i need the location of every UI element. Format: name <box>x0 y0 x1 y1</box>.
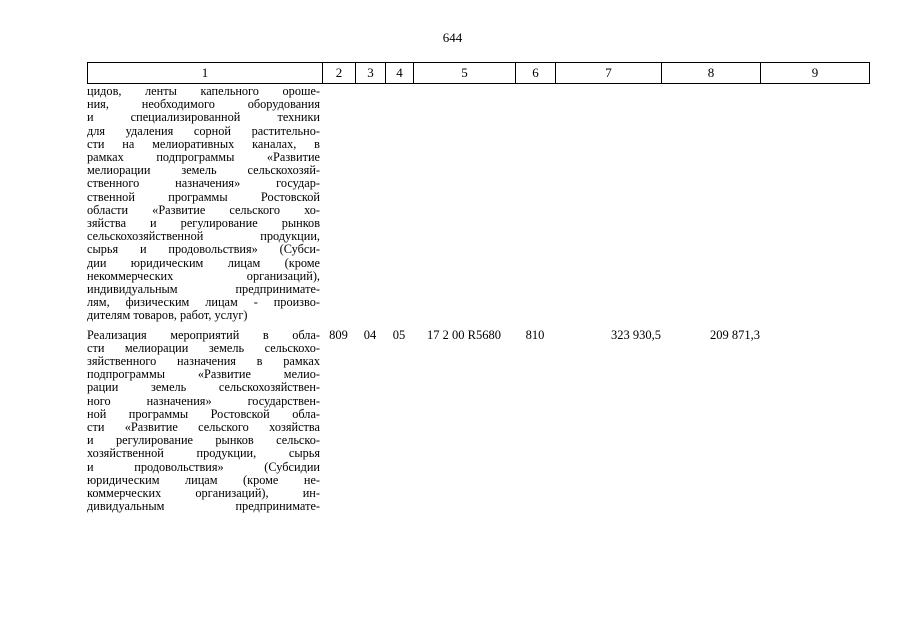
description-line: дителям товаров, работ, услуг) <box>87 309 248 323</box>
table-row <box>87 329 869 514</box>
column-header-2: 2 <box>323 63 356 84</box>
description-line: рамках подпрограммы «Развитие <box>87 151 320 165</box>
cell-col-6: 810 <box>525 327 545 342</box>
column-header-5: 5 <box>414 63 516 84</box>
cell-col-2: 809 <box>329 327 348 342</box>
description-line: хозяйственной продукции, сырья <box>87 447 320 461</box>
description-line: сырья и продовольствия» (Субси- <box>87 243 320 257</box>
column-number-header <box>87 62 870 84</box>
description-line: зяйства и регулирование рынков <box>87 217 320 231</box>
cell-col-8: 209 871,3 <box>710 327 760 342</box>
description-line: сти на мелиоративных каналах, в <box>87 137 320 151</box>
column-header-8: 8 <box>662 63 761 84</box>
description-line: Реализация мероприятий в обла- <box>87 328 320 342</box>
description-line: лям, физическим лицам - произво- <box>87 296 320 310</box>
cell-col-7: 323 930,5 <box>611 327 661 342</box>
description-line: дии юридическим лицам (кроме <box>87 256 320 270</box>
row-description <box>87 329 320 514</box>
description-line: ного назначения» государствен- <box>87 394 320 408</box>
description-line: области «Развитие сельского хо- <box>87 203 320 217</box>
cell-col-5: 17 2 00 R5680 <box>427 327 501 342</box>
description-line: ной программы Ростовской обла- <box>87 407 320 421</box>
description-line: сти «Развитие сельского хозяйства <box>87 421 320 435</box>
description-line: дивидуальным предпринимате- <box>87 500 320 514</box>
page-number: 644 <box>442 30 463 45</box>
description-line: цидов, ленты капельного ороше- <box>87 85 320 98</box>
description-line: и продовольствия» (Субсидии <box>87 460 320 474</box>
description-line: и специализированной техники <box>87 111 320 125</box>
description-line: некоммерческих организаций), <box>87 269 320 283</box>
description-line: и регулирование рынков сельско- <box>87 434 320 448</box>
description-line: подпрограммы «Развитие мелио- <box>87 368 320 382</box>
description-line: сельскохозяйственной продукции, <box>87 230 320 244</box>
column-header-4: 4 <box>386 63 414 84</box>
description-line: для удаления сорной растительно- <box>87 124 320 138</box>
cell-col-3: 04 <box>363 327 377 342</box>
column-header-7: 7 <box>556 63 662 84</box>
table-row <box>87 85 869 323</box>
description-line: индивидуальным предпринимате- <box>87 283 320 297</box>
column-header-6: 6 <box>516 63 556 84</box>
description-line: ственного назначения» государ- <box>87 177 320 191</box>
row-description <box>87 85 320 323</box>
description-line: ственной программы Ростовской <box>87 190 320 204</box>
description-line: ния, необходимого оборудования <box>87 98 320 112</box>
column-header-1: 1 <box>88 63 323 84</box>
cell-col-4: 05 <box>392 327 406 342</box>
description-line: сти мелиорации земель сельскохо- <box>87 341 320 355</box>
description-line: зяйственного назначения в рамках <box>87 355 320 369</box>
description-line: мелиорации земель сельскохозяй- <box>87 164 320 178</box>
column-header-9: 9 <box>761 63 870 84</box>
table-body <box>87 85 869 514</box>
description-line: юридическим лицам (кроме не- <box>87 473 320 487</box>
description-line: коммерческих организаций), ин- <box>87 487 320 501</box>
description-line: рации земель сельскохозяйствен- <box>87 381 320 395</box>
column-header-3: 3 <box>356 63 386 84</box>
